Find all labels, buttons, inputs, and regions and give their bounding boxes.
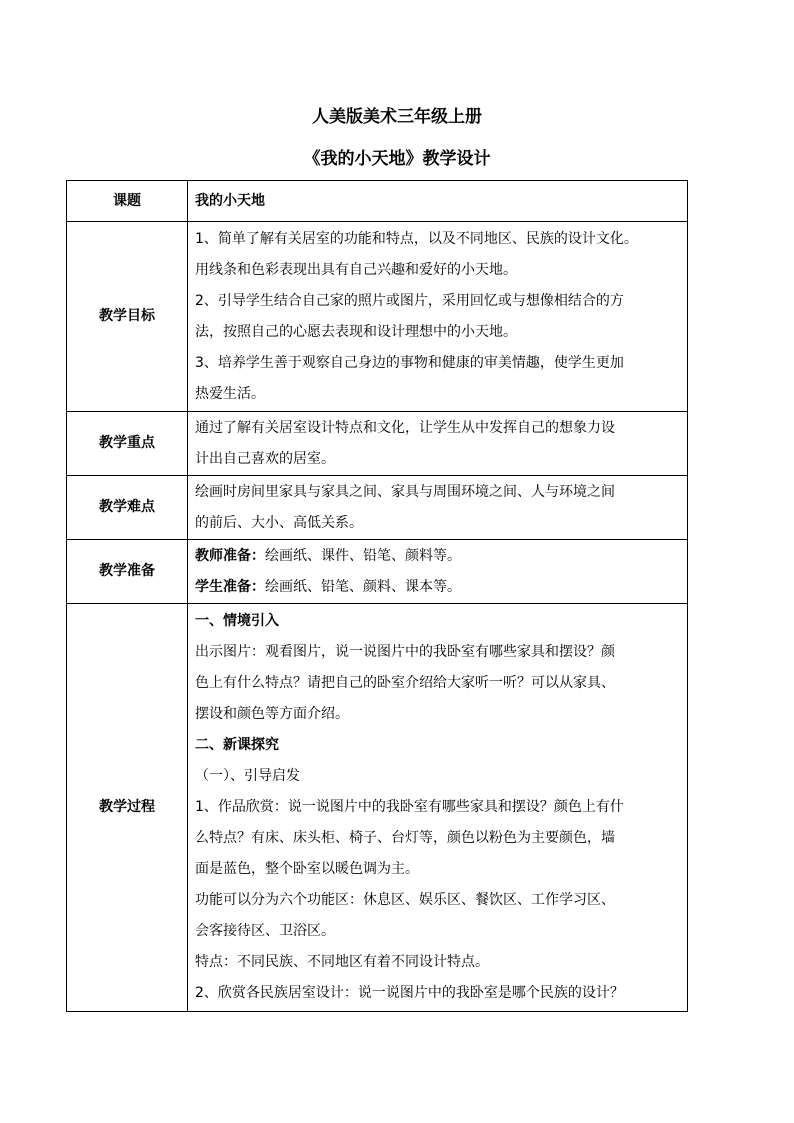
teacher-preparation-text: 绘画纸、课件、铅笔、颜料等。 xyxy=(265,547,461,564)
objectives-line: 3、培养学生善于观察自己身边的事物和健康的审美情趣，使学生更加 xyxy=(195,354,624,371)
objectives-line: 用线条和色彩表现出具有自己兴趣和爱好的小天地。 xyxy=(195,261,517,278)
preparation-content xyxy=(188,540,688,604)
key-points-line: 通过了解有关居室设计特点和文化，让学生从中发挥自己的想象力设 xyxy=(195,419,615,436)
section-heading: 二、新课探究 xyxy=(195,737,279,753)
student-preparation xyxy=(195,572,681,603)
process-content xyxy=(188,604,688,1012)
process-line: 会客接待区、卫浴区。 xyxy=(195,923,335,939)
objectives-content xyxy=(188,222,688,412)
lesson-plan-table xyxy=(66,180,688,1012)
process-label: 教学过程 xyxy=(67,604,188,1012)
difficulties-content xyxy=(188,476,688,540)
subsection-heading: （一）、引导启发 xyxy=(195,768,300,784)
process-line: 出示图片：观看图片，说一说图片中的我卧室有哪些家具和摆设？颜 xyxy=(195,644,615,660)
table-row-topic xyxy=(67,181,688,222)
teacher-preparation xyxy=(195,541,681,572)
table-row-objectives xyxy=(67,222,688,412)
objectives-line: 2、引导学生结合自己家的照片或图片，采用回忆或与想像相结合的方 xyxy=(195,292,624,309)
process-line: 面是蓝色，整个卧室以暖色调为主。 xyxy=(195,861,419,877)
process-line: 摆设和颜色等方面介绍。 xyxy=(195,706,349,722)
process-line: 么特点？有床、床头柜、椅子、台灯等，颜色以粉色为主要颜色，墙 xyxy=(195,830,615,846)
table-row-process xyxy=(67,604,688,1012)
student-preparation-label: 学生准备： xyxy=(195,578,265,595)
section-heading: 一、情境引入 xyxy=(195,613,279,629)
preparation-label: 教学准备 xyxy=(67,540,188,604)
document-title: 人美版美术三年级上册 xyxy=(312,107,482,127)
process-line: 特点：不同民族、不同地区有着不同设计特点。 xyxy=(195,954,489,970)
difficulties-line: 绘画时房间里家具与家具之间、家具与周围环境之间、人与环境之间 xyxy=(195,483,615,500)
process-line: 功能可以分为六个功能区：休息区、娱乐区、餐饮区、工作学习区、 xyxy=(195,892,615,908)
key-points-label: 教学重点 xyxy=(67,412,188,476)
process-line: 1、作品欣赏：说一说图片中的我卧室有哪些家具和摆设？颜色上有什 xyxy=(195,799,624,815)
document-subtitle: 《我的小天地》教学设计 xyxy=(303,149,491,169)
table-row-preparation xyxy=(67,540,688,604)
table-row-key-points xyxy=(67,412,688,476)
teacher-preparation-label: 教师准备： xyxy=(195,547,265,564)
student-preparation-text: 绘画纸、铅笔、颜料、课本等。 xyxy=(265,578,461,595)
topic-value: 我的小天地 xyxy=(188,181,688,222)
key-points-line: 计出自己喜欢的居室。 xyxy=(195,450,335,467)
process-line: 色上有什么特点？请把自己的卧室介绍给大家听一听？可以从家具、 xyxy=(195,675,615,691)
difficulties-label: 教学难点 xyxy=(67,476,188,540)
objectives-line: 法，按照自己的心愿去表现和设计理想中的小天地。 xyxy=(195,323,517,340)
process-line: 2、欣赏各民族居室设计：说一说图片中的我卧室是哪个民族的设计？ xyxy=(195,985,624,1001)
table-row-difficulties xyxy=(67,476,688,540)
objectives-line: 热爱生活。 xyxy=(195,385,265,402)
objectives-label: 教学目标 xyxy=(67,222,188,412)
difficulties-line: 的前后、大小、高低关系。 xyxy=(195,514,363,531)
key-points-content xyxy=(188,412,688,476)
topic-label: 课题 xyxy=(67,181,188,222)
objectives-line: 1、简单了解有关居室的功能和特点，以及不同地区、民族的设计文化。 xyxy=(195,230,638,247)
